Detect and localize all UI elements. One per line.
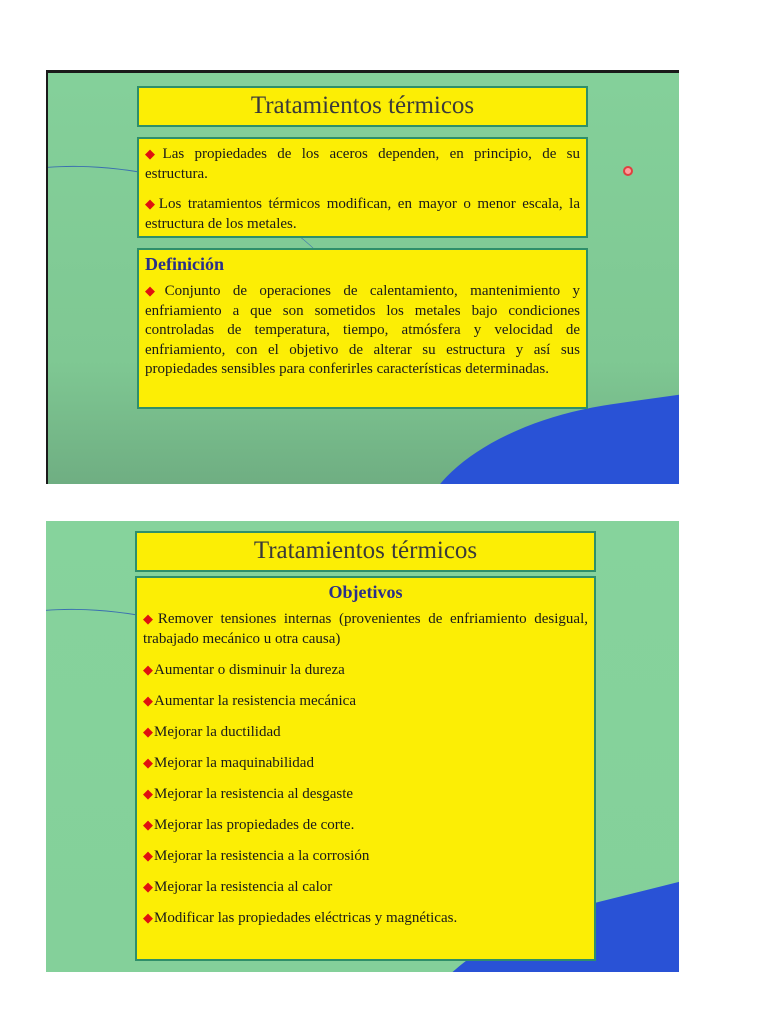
diamond-bullet-icon: ◆ <box>143 847 153 863</box>
list-item: ◆Remover tensiones internas (provenientes de enfriamiento desigual, trabajado mecánico u otra causa) <box>143 611 588 647</box>
list-item: ◆Los tratamientos térmicos modifican, en mayor o menor escala, la estructura de los metales. <box>145 196 581 232</box>
list-item: ◆Mejorar la resistencia al calor <box>143 878 333 895</box>
slide-2 <box>46 521 679 972</box>
slide-title-text: Tratamientos térmicos <box>253 537 478 564</box>
diamond-bullet-icon: ◆ <box>145 196 158 211</box>
slide-1 <box>46 70 679 484</box>
list-item: ◆Mejorar las propiedades de corte. <box>143 816 355 833</box>
definition-box <box>137 248 588 409</box>
diamond-bullet-icon: ◆ <box>145 146 162 161</box>
objectives-heading: Objetivos <box>328 582 403 602</box>
list-item: ◆Aumentar o disminuir la dureza <box>143 661 345 678</box>
diamond-bullet-icon: ◆ <box>143 878 153 894</box>
list-item: ◆Mejorar la ductilidad <box>143 723 281 740</box>
list-item: ◆Aumentar la resistencia mecánica <box>143 692 356 709</box>
intro-box <box>137 137 588 238</box>
slide-title-text: Tratamientos térmicos <box>250 92 475 119</box>
slide-title <box>135 531 596 572</box>
definition-heading: Definición <box>145 254 224 274</box>
diamond-bullet-icon: ◆ <box>143 611 157 626</box>
diamond-bullet-icon: ◆ <box>143 692 153 708</box>
laser-pointer-dot <box>623 166 633 176</box>
diamond-bullet-icon: ◆ <box>143 754 153 770</box>
objectives-box <box>135 576 596 961</box>
diamond-bullet-icon: ◆ <box>143 909 153 925</box>
slide-title <box>137 86 588 127</box>
diamond-bullet-icon: ◆ <box>145 283 164 298</box>
list-item: ◆Modificar las propiedades eléctricas y magnéticas. <box>143 909 458 926</box>
diamond-bullet-icon: ◆ <box>143 723 153 739</box>
list-item: ◆Mejorar la maquinabilidad <box>143 754 314 771</box>
list-item: ◆Mejorar la resistencia al desgaste <box>143 785 354 802</box>
diamond-bullet-icon: ◆ <box>143 816 153 832</box>
objectives-list <box>143 609 588 928</box>
diamond-bullet-icon: ◆ <box>143 661 153 677</box>
list-item: ◆Las propiedades de los aceros dependen, en principio, de su estructura. <box>145 146 581 182</box>
list-item: ◆Mejorar la resistencia a la corrosión <box>143 847 370 864</box>
diamond-bullet-icon: ◆ <box>143 785 153 801</box>
definition-text: ◆Conjunto de operaciones de calentamiento, mantenimiento y enfriamiento a que son sometidos los metales bajo condiciones controladas de temperatura, tiempo, atmósfera y velocidad de enfriamiento, con el objetivo de alterar su estructura y así sus propiedades sensibles para conferirles características determinadas. <box>145 283 581 377</box>
